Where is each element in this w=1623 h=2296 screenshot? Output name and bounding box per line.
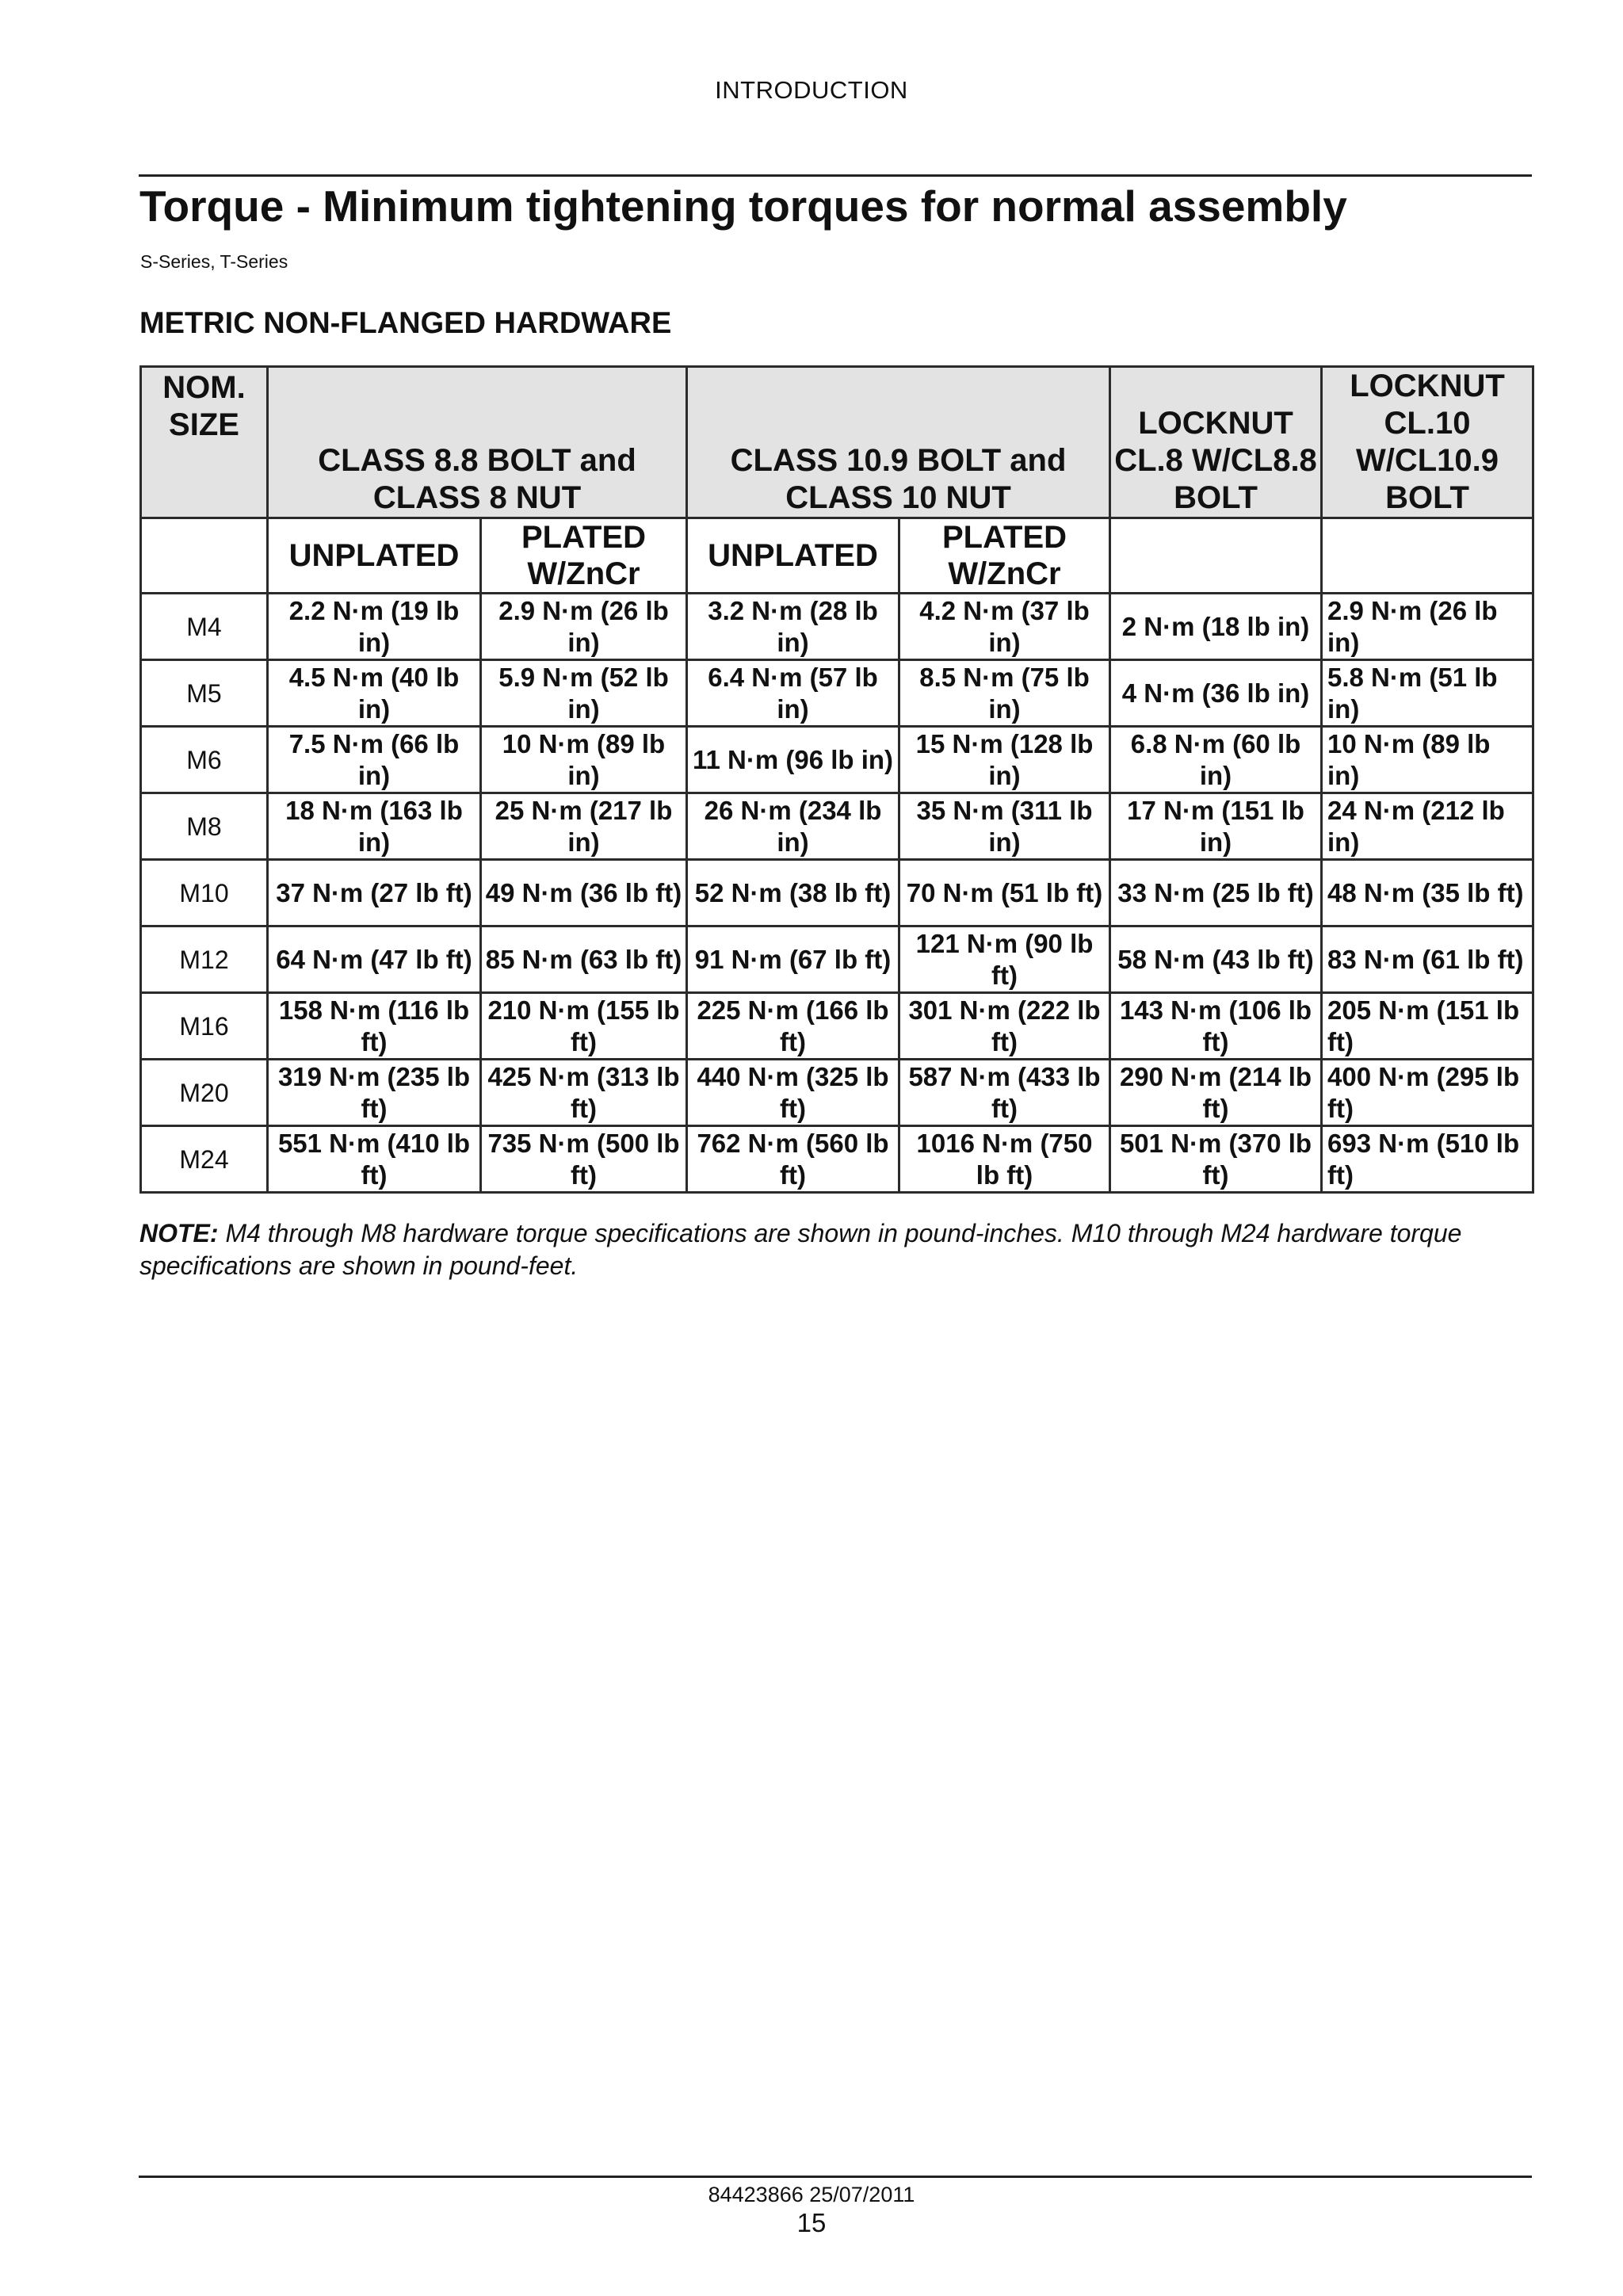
class109-plated-cell: 70 N·m (51 lb ft) — [899, 860, 1110, 926]
subheader-class88-plated: PLATED W/ZnCr — [481, 518, 687, 594]
header-locknut-cl10: LOCKNUT CL.10 W/CL10.9 BOLT — [1322, 367, 1533, 518]
class109-unplated-cell: 3.2 N·m (28 lb in) — [687, 594, 899, 660]
class88-plated-cell: 85 N·m (63 lb ft) — [481, 926, 687, 993]
table-row — [141, 793, 1533, 860]
header-nom-size: NOM. SIZE — [141, 367, 268, 518]
class109-unplated-cell: 6.4 N·m (57 lb in) — [687, 660, 899, 727]
locknut-cl8-cell: 4 N·m (36 lb in) — [1110, 660, 1322, 727]
locknut-cl10-cell: 2.9 N·m (26 lb in) — [1322, 594, 1533, 660]
header-class-8-8: CLASS 8.8 BOLT and CLASS 8 NUT — [268, 367, 687, 518]
class88-unplated-cell: 37 N·m (27 lb ft) — [268, 860, 481, 926]
locknut-cl10-cell: 24 N·m (212 lb in) — [1322, 793, 1533, 860]
locknut-cl10-cell: 693 N·m (510 lb ft) — [1322, 1126, 1533, 1193]
class88-plated-cell: 10 N·m (89 lb in) — [481, 727, 687, 793]
table-header-row — [141, 367, 1533, 518]
class88-plated-cell: 5.9 N·m (52 lb in) — [481, 660, 687, 727]
subheader-empty — [1110, 518, 1322, 594]
table-row — [141, 727, 1533, 793]
subheader-class109-unplated: UNPLATED — [687, 518, 899, 594]
locknut-cl10-cell: 83 N·m (61 lb ft) — [1322, 926, 1533, 993]
class88-unplated-cell: 319 N·m (235 lb ft) — [268, 1060, 481, 1126]
size-cell: M8 — [141, 793, 268, 860]
locknut-cl8-cell: 2 N·m (18 lb in) — [1110, 594, 1322, 660]
note — [139, 1217, 1534, 1282]
size-cell: M6 — [141, 727, 268, 793]
locknut-cl10-cell: 205 N·m (151 lb ft) — [1322, 993, 1533, 1060]
running-head: INTRODUCTION — [715, 76, 908, 104]
table-row — [141, 926, 1533, 993]
class88-plated-cell: 425 N·m (313 lb ft) — [481, 1060, 687, 1126]
footer-rule — [139, 2176, 1532, 2178]
locknut-cl8-cell: 17 N·m (151 lb in) — [1110, 793, 1322, 860]
class88-plated-cell: 210 N·m (155 lb ft) — [481, 993, 687, 1060]
size-cell: M10 — [141, 860, 268, 926]
class88-unplated-cell: 2.2 N·m (19 lb in) — [268, 594, 481, 660]
table-row — [141, 1126, 1533, 1193]
class109-plated-cell: 121 N·m (90 lb ft) — [899, 926, 1110, 993]
size-cell: M20 — [141, 1060, 268, 1126]
subheader-class88-unplated: UNPLATED — [268, 518, 481, 594]
class109-unplated-cell: 762 N·m (560 lb ft) — [687, 1126, 899, 1193]
class109-unplated-cell: 11 N·m (96 lb in) — [687, 727, 899, 793]
section-title: METRIC NON-FLANGED HARDWARE — [139, 307, 672, 340]
table-row — [141, 660, 1533, 727]
size-cell: M24 — [141, 1126, 268, 1193]
class88-unplated-cell: 158 N·m (116 lb ft) — [268, 993, 481, 1060]
torque-table — [139, 365, 1534, 1194]
table-subheader-row — [141, 518, 1533, 594]
class88-plated-cell: 25 N·m (217 lb in) — [481, 793, 687, 860]
subheader-class109-plated: PLATED W/ZnCr — [899, 518, 1110, 594]
class88-plated-cell: 2.9 N·m (26 lb in) — [481, 594, 687, 660]
subheader-empty — [141, 518, 268, 594]
class88-unplated-cell: 4.5 N·m (40 lb in) — [268, 660, 481, 727]
locknut-cl8-cell: 290 N·m (214 lb ft) — [1110, 1060, 1322, 1126]
table-row — [141, 860, 1533, 926]
locknut-cl8-cell: 33 N·m (25 lb ft) — [1110, 860, 1322, 926]
locknut-cl10-cell: 10 N·m (89 lb in) — [1322, 727, 1533, 793]
class88-plated-cell: 735 N·m (500 lb ft) — [481, 1126, 687, 1193]
document-number: 84423866 25/07/2011 — [708, 2183, 915, 2206]
class109-plated-cell: 8.5 N·m (75 lb in) — [899, 660, 1110, 727]
locknut-cl10-cell: 48 N·m (35 lb ft) — [1322, 860, 1533, 926]
locknut-cl10-cell: 5.8 N·m (51 lb in) — [1322, 660, 1533, 727]
locknut-cl10-cell: 400 N·m (295 lb ft) — [1322, 1060, 1533, 1126]
class109-unplated-cell: 26 N·m (234 lb in) — [687, 793, 899, 860]
class109-plated-cell: 15 N·m (128 lb in) — [899, 727, 1110, 793]
note-text: M4 through M8 hardware torque specifications are shown in pound-inches. M10 through M24 hardware torque specifications are shown in pound-feet. — [139, 1219, 1462, 1280]
class109-plated-cell: 1016 N·m (750 lb ft) — [899, 1126, 1110, 1193]
class109-unplated-cell: 52 N·m (38 lb ft) — [687, 860, 899, 926]
page-title: Torque - Minimum tightening torques for normal assembly — [139, 181, 1347, 231]
locknut-cl8-cell: 58 N·m (43 lb ft) — [1110, 926, 1322, 993]
class109-plated-cell: 301 N·m (222 lb ft) — [899, 993, 1110, 1060]
size-cell: M4 — [141, 594, 268, 660]
header-locknut-cl8: LOCKNUT CL.8 W/CL8.8 BOLT — [1110, 367, 1322, 518]
page-number: 15 — [796, 2208, 827, 2237]
table-row — [141, 594, 1533, 660]
class109-unplated-cell: 225 N·m (166 lb ft) — [687, 993, 899, 1060]
subheader-empty — [1322, 518, 1533, 594]
class109-unplated-cell: 91 N·m (67 lb ft) — [687, 926, 899, 993]
header-class-10-9: CLASS 10.9 BOLT and CLASS 10 NUT — [687, 367, 1110, 518]
size-cell: M5 — [141, 660, 268, 727]
locknut-cl8-cell: 143 N·m (106 lb ft) — [1110, 993, 1322, 1060]
note-label: NOTE: — [139, 1219, 219, 1247]
class88-unplated-cell: 551 N·m (410 lb ft) — [268, 1126, 481, 1193]
header-rule — [139, 174, 1532, 177]
locknut-cl8-cell: 6.8 N·m (60 lb in) — [1110, 727, 1322, 793]
table-row — [141, 993, 1533, 1060]
class88-plated-cell: 49 N·m (36 lb ft) — [481, 860, 687, 926]
class109-unplated-cell: 440 N·m (325 lb ft) — [687, 1060, 899, 1126]
class109-plated-cell: 35 N·m (311 lb in) — [899, 793, 1110, 860]
class88-unplated-cell: 18 N·m (163 lb in) — [268, 793, 481, 860]
class88-unplated-cell: 7.5 N·m (66 lb in) — [268, 727, 481, 793]
class88-unplated-cell: 64 N·m (47 lb ft) — [268, 926, 481, 993]
class109-plated-cell: 587 N·m (433 lb ft) — [899, 1060, 1110, 1126]
size-cell: M16 — [141, 993, 268, 1060]
locknut-cl8-cell: 501 N·m (370 lb ft) — [1110, 1126, 1322, 1193]
series-label: S-Series, T-Series — [140, 251, 288, 272]
table-row — [141, 1060, 1533, 1126]
class109-plated-cell: 4.2 N·m (37 lb in) — [899, 594, 1110, 660]
size-cell: M12 — [141, 926, 268, 993]
